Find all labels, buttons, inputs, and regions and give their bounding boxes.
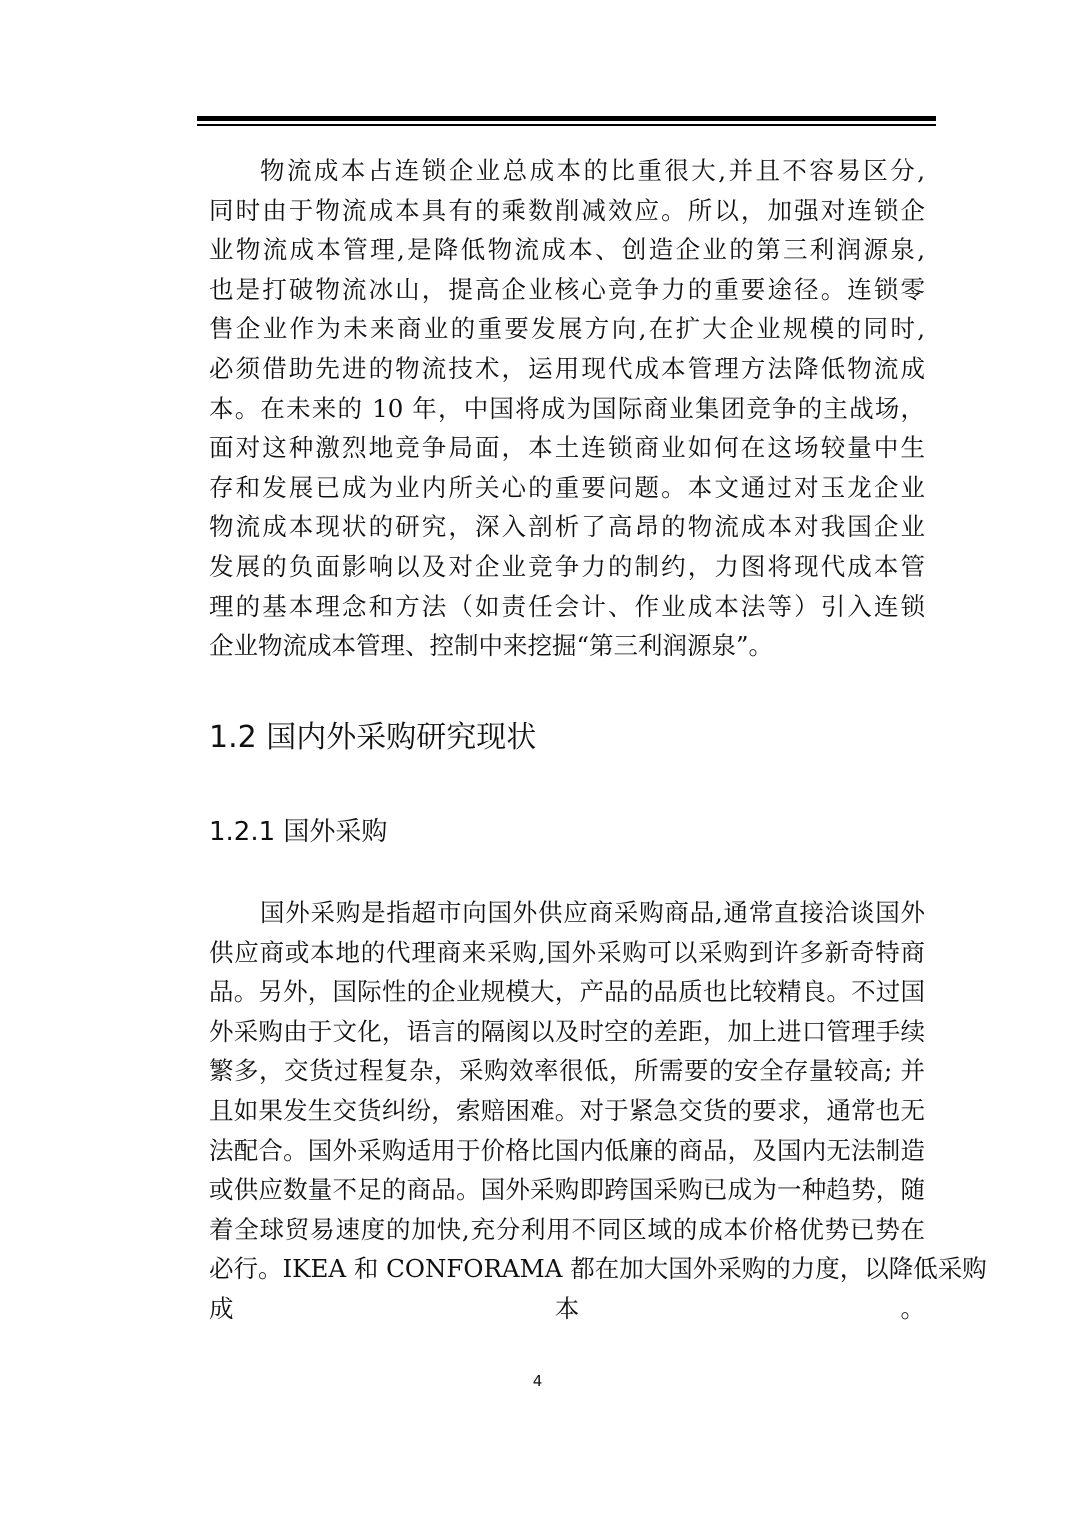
section-heading: 1.2 国内外采购研究现状: [209, 720, 537, 755]
paragraph-line: 着全球贸易速度的加快,充分利用不同区域的成本价格优势已势在: [209, 1214, 925, 1244]
paragraph-line: 或供应数量不足的商品。国外采购即跨国采购已成为一种趋势，随: [209, 1175, 925, 1205]
paragraph-line: 法配合。国外采购适用于价格比国内低廉的商品，及国内无法制造: [209, 1135, 925, 1165]
paragraph-line: 品。另外，国际性的企业规模大，产品的品质也比较精良。不过国: [209, 977, 925, 1007]
paragraph-line: 繁多，交货过程复杂，采购效率很低，所需要的安全存量较高; 并: [209, 1056, 925, 1086]
paragraph-line: 售企业作为未来商业的重要发展方向,在扩大企业规模的同时,: [209, 314, 925, 344]
paragraph-logistics-cost: [209, 151, 925, 666]
header-rule: [197, 116, 936, 121]
paragraph-line: 同时由于物流成本具有的乘数削减效应。所以，加强对连锁企: [209, 195, 925, 225]
paragraph-line: 也是打破物流冰山，提高企业核心竞争力的重要途径。连锁零: [209, 274, 925, 304]
paragraph-line: 存和发展已成为业内所关心的重要问题。本文通过对玉龙企业: [209, 472, 925, 502]
paragraph-line: 且如果发生交货纠纷，索赔困难。对于紧急交货的要求，通常也无: [209, 1095, 925, 1125]
paragraph-line: 业物流成本管理,是降低物流成本、创造企业的第三利润源泉,: [209, 235, 925, 265]
subsection-heading: 1.2.1 国外采购: [209, 817, 388, 847]
paragraph-line: 供应商或本地的代理商来采购,国外采购可以采购到许多新奇特商: [209, 937, 925, 967]
paragraph-line: 物流成本现状的研究，深入剖析了高昂的物流成本对我国企业: [209, 512, 925, 542]
paragraph-line: 物流成本占连锁企业总成本的比重很大,并且不容易区分,: [260, 156, 925, 185]
paragraph-line: 国外采购是指超市向国外供应商采购商品,通常直接洽谈国外: [260, 898, 925, 927]
paragraph-line: 发展的负面影响以及对企业竞争力的制约，力图将现代成本管: [209, 551, 925, 581]
paragraph-line: 理的基本理念和方法（如责任会计、作业成本法等）引入连锁: [209, 591, 925, 621]
paragraph-line: 必须借助先进的物流技术，运用现代成本管理方法降低物流成: [209, 353, 925, 383]
paragraph-line: 必行。IKEA 和 CONFORAMA 都在加大国外采购的力度，以降低采购: [209, 1254, 987, 1284]
paragraph-line: 企业物流成本管理、控制中来挖掘“第三利润源泉”。: [209, 631, 774, 661]
paragraph-foreign-procurement: [209, 893, 987, 1329]
paragraph-line: 本。在未来的 10 年，中国将成为国际商业集团竞争的主战场，: [209, 393, 925, 423]
paragraph-line: 成 本 。: [209, 1293, 925, 1323]
paragraph-line: 外采购由于文化，语言的隔阂以及时空的差距，加上进口管理手续: [209, 1016, 925, 1046]
page-number: 4: [532, 1372, 543, 1390]
paragraph-line: 面对这种激烈地竞争局面，本土连锁商业如何在这场较量中生: [209, 433, 925, 463]
header-rule-thin: [197, 124, 936, 126]
